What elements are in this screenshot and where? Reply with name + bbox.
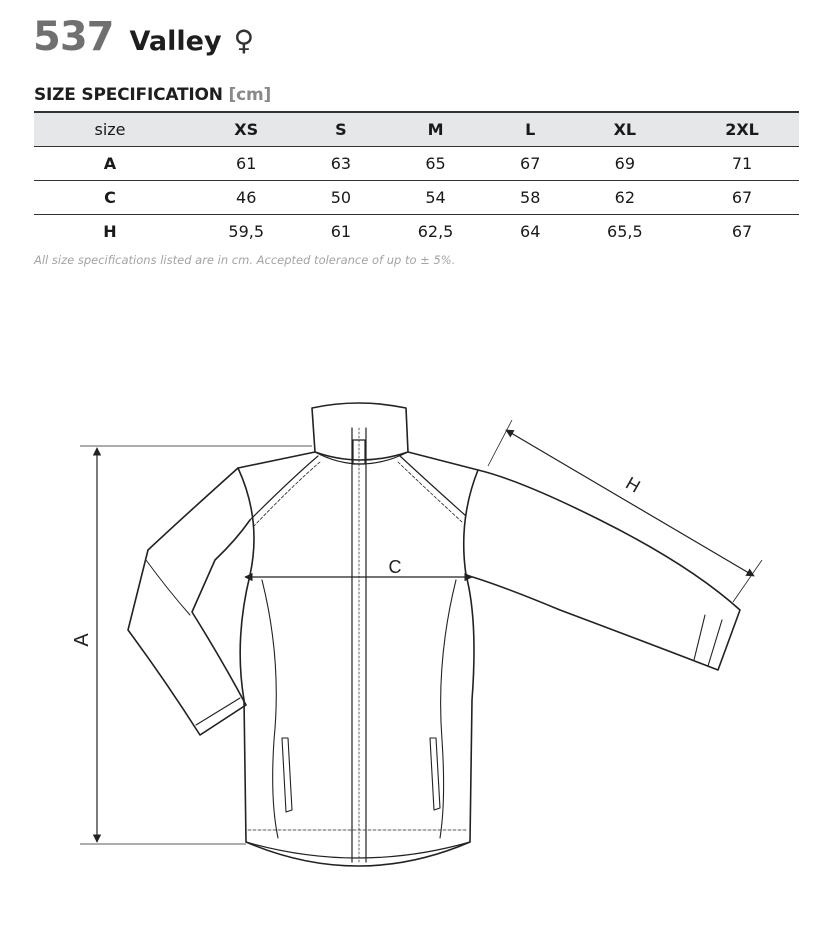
table-cell: A — [34, 147, 186, 181]
table-cell: 62,5 — [417, 222, 454, 241]
table-cell: H — [103, 222, 117, 241]
left-pocket — [282, 738, 292, 812]
table-cell: 58 — [496, 181, 565, 215]
product-name: Valley — [129, 26, 222, 57]
table-row — [34, 215, 799, 249]
table-cell: 59,5 — [228, 222, 265, 241]
header-cell: L — [496, 112, 565, 147]
header-cell: size — [34, 112, 186, 147]
table-cell: 64 — [520, 222, 541, 241]
table-cell: 65 — [375, 147, 495, 181]
table-row — [34, 181, 799, 215]
tolerance-note: All size specifications listed are in cm. Accepted tolerance of up to ± 5%. — [34, 253, 456, 267]
right-pocket — [430, 738, 440, 810]
size-spec-heading: SIZE SPECIFICATION — [34, 85, 223, 105]
jacket-technical-drawing — [0, 290, 834, 926]
table-cell: C — [34, 181, 186, 215]
header-cell: M — [375, 112, 495, 147]
dimension-a-label: A — [71, 633, 93, 647]
header-cell: S — [306, 112, 375, 147]
collar — [312, 403, 408, 460]
size-spec-title — [34, 85, 271, 105]
table-cell: 61 — [330, 222, 352, 241]
table-cell: 50 — [306, 181, 375, 215]
product-header — [33, 14, 254, 64]
dimension-c-label: C — [388, 557, 402, 577]
table-cell: 67 — [731, 222, 753, 241]
header-cell: XL — [565, 112, 685, 147]
header-cell: XS — [186, 112, 306, 147]
table-cell: 69 — [565, 147, 685, 181]
table-cell: 65,5 — [607, 222, 643, 241]
table-cell: 71 — [685, 147, 799, 181]
table-cell: 46 — [186, 181, 306, 215]
table-cell: 62 — [565, 181, 685, 215]
table-cell: 67 — [496, 147, 565, 181]
dimension-h-arrow — [506, 430, 754, 576]
table-cell: 67 — [685, 181, 799, 215]
product-code: 537 — [33, 14, 114, 60]
size-table — [34, 111, 799, 248]
left-sleeve — [128, 468, 250, 735]
size-spec-unit: [cm] — [228, 85, 272, 105]
dimension-h-label: H — [622, 472, 644, 497]
female-icon: ♀ — [233, 24, 255, 57]
table-cell: 54 — [375, 181, 495, 215]
table-cell: 63 — [306, 147, 375, 181]
table-row — [34, 147, 799, 181]
table-cell: 61 — [186, 147, 306, 181]
size-table-header-row — [34, 112, 799, 147]
header-cell: 2XL — [685, 112, 799, 147]
